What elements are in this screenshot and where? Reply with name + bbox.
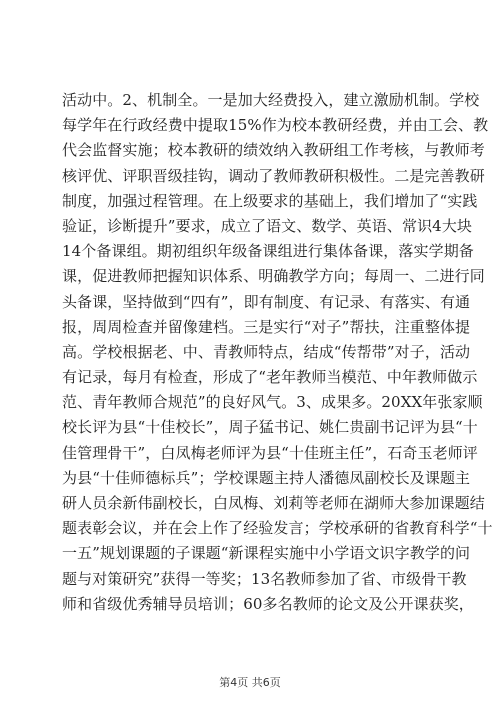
text-line: 为县“十佳师德标兵”；学校课题主持人潘德凤副校长及课题主	[62, 468, 471, 487]
text-line: 代会监督实施；校本教研的绩效纳入教研组工作考核，与教师考	[62, 141, 485, 160]
text-line: 一五”规划课题的子课题“新课程实施中小学语文识字教学的问	[62, 544, 471, 563]
text-line: 校长评为县“十佳校长”，周子猛书记、姚仁贵副书记评为县“十	[62, 418, 478, 437]
text-line: 报，周周检查并留像建档。三是实行“对子”帮扶，注重整体提	[62, 317, 471, 336]
text-line: 题与对策研究”获得一等奖；13名教师参加了省、市级骨干教	[62, 569, 467, 588]
text-line: 师和省级优秀辅导员培训；60多名教师的论文及公开课获奖，	[62, 594, 474, 613]
text-line: 活动中。2、机制全。一是加大经费投入，建立激励机制。学校	[62, 91, 480, 109]
text-line: 每学年在行政经费中提取15%作为校本教研经费，并由工会、教	[62, 116, 489, 135]
text-line: 14个备课组。期初组织年级备课组进行集体备课，落实学期备	[62, 242, 474, 261]
text-line: 题表彰会议，并在会上作了经验发言；学校承研的省教育科学“十	[62, 519, 493, 538]
page-number-footer: 第4页 共6页	[219, 676, 281, 689]
text-line: 研人员余新伟副校长，白凤梅、刘莉等老师在湖师大参加课题结	[62, 494, 485, 512]
text-line: 有记录，每月有检查，形成了“老年教师当模范、中年教师做示	[62, 368, 478, 387]
text-line: 佳管理骨干”，白凤梅老师评为县“十佳班主任”，石奇玉老师评	[62, 443, 478, 462]
text-line: 范、青年教师合规范”的良好风气。3、成果多。20XX年张家顺	[62, 393, 483, 412]
body-text	[62, 88, 493, 617]
text-line: 制度，加强过程管理。在上级要求的基础上，我们增加了“实践	[62, 191, 478, 210]
text-line: 课，促进教师把握知识体系、明确教学方向；每周一、二进行同	[62, 267, 485, 286]
text-line: 核评优、评职晋级挂钩，调动了教师教研积极性。二是完善教研	[62, 166, 485, 185]
text-line: 高。学校根据老、中、青教师特点，结成“传帮带”对子，活动	[62, 342, 471, 361]
text-line: 头备课，坚持做到“四有”，即有制度、有记录、有落实、有通	[62, 292, 471, 311]
text-line: 验证，诊断提升”要求，成立了语文、数学、英语、常识4大块	[62, 216, 473, 235]
